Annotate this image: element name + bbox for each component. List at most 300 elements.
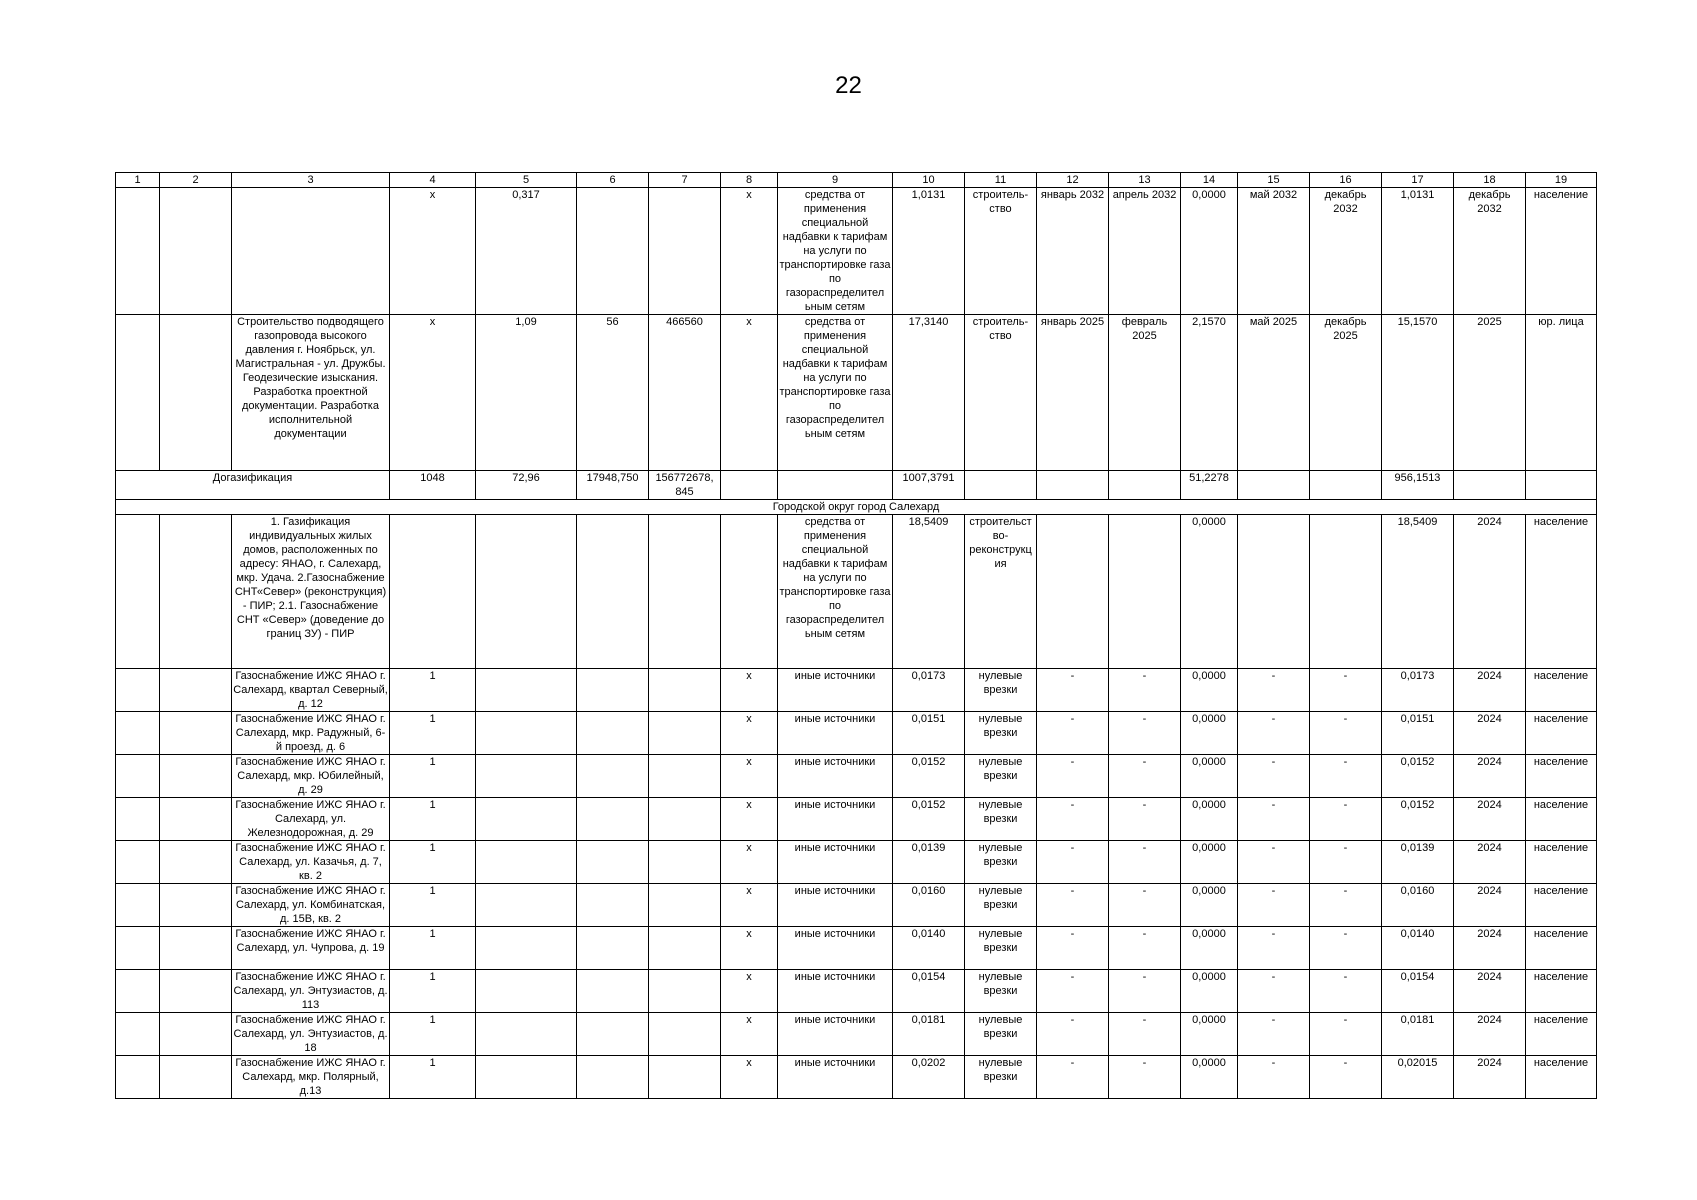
cell-col14: 0,0000 bbox=[1181, 927, 1238, 970]
column-header: 12 bbox=[1037, 173, 1109, 188]
cell-col7 bbox=[649, 1013, 721, 1056]
cell-col17: 0,0152 bbox=[1382, 755, 1454, 798]
column-header: 15 bbox=[1238, 173, 1310, 188]
cell-col15: - bbox=[1238, 798, 1310, 841]
cell-col6 bbox=[577, 798, 649, 841]
cell-col1 bbox=[116, 188, 160, 315]
column-header: 7 bbox=[649, 173, 721, 188]
cell-col17: 0,0154 bbox=[1382, 970, 1454, 1013]
cell-col2 bbox=[160, 669, 232, 712]
cell-funding-source: иные источники bbox=[778, 841, 893, 884]
cell-col7 bbox=[649, 970, 721, 1013]
cell-col16: - bbox=[1310, 712, 1382, 755]
cell-col10: 0,0152 bbox=[893, 755, 965, 798]
cell-col8: х bbox=[721, 970, 778, 1013]
cell-col15: май 2032 bbox=[1238, 188, 1310, 315]
cell-col4: 1 bbox=[390, 884, 476, 927]
cell-col11: строитель-ство bbox=[965, 315, 1037, 471]
cell-col5 bbox=[476, 755, 577, 798]
section-header-row bbox=[116, 500, 1597, 515]
cell-col7 bbox=[649, 884, 721, 927]
cell-col7 bbox=[649, 1056, 721, 1099]
cell-col7 bbox=[649, 515, 721, 669]
cell-col19: население bbox=[1526, 515, 1597, 669]
cell-col5 bbox=[476, 970, 577, 1013]
cell-col13: - bbox=[1109, 841, 1181, 884]
cell-col19: население bbox=[1526, 1056, 1597, 1099]
cell-col13: - bbox=[1109, 755, 1181, 798]
cell-col2 bbox=[160, 798, 232, 841]
cell-col5 bbox=[476, 515, 577, 669]
column-header: 5 bbox=[476, 173, 577, 188]
cell-col8: х bbox=[721, 669, 778, 712]
cell-col15: - bbox=[1238, 669, 1310, 712]
cell-col7 bbox=[649, 712, 721, 755]
cell-col10: 0,0173 bbox=[893, 669, 965, 712]
cell-address: Газоснабжение ИЖС ЯНАО г. Салехард, ул. Казачья, д. 7, кв. 2 bbox=[232, 841, 390, 884]
column-header: 9 bbox=[778, 173, 893, 188]
cell-col12: - bbox=[1037, 884, 1109, 927]
cell-col10: 18,5409 bbox=[893, 515, 965, 669]
cell-col11: нулевые врезки bbox=[965, 669, 1037, 712]
cell-col15 bbox=[1238, 515, 1310, 669]
cell-col10: 0,0140 bbox=[893, 927, 965, 970]
cell-col17: 0,0140 bbox=[1382, 927, 1454, 970]
cell-col13: - bbox=[1109, 1013, 1181, 1056]
cell-col7 bbox=[649, 927, 721, 970]
cell-col11: нулевые врезки bbox=[965, 755, 1037, 798]
cell-col6: 17948,750 bbox=[577, 471, 649, 500]
column-header: 6 bbox=[577, 173, 649, 188]
cell-col6 bbox=[577, 755, 649, 798]
cell-col2 bbox=[160, 927, 232, 970]
cell-col15: - bbox=[1238, 927, 1310, 970]
cell-col4: х bbox=[390, 315, 476, 471]
cell-col4: 1 bbox=[390, 1056, 476, 1099]
cell-col10: 0,0181 bbox=[893, 1013, 965, 1056]
cell-col11: нулевые врезки bbox=[965, 1056, 1037, 1099]
cell-col18: декабрь 2032 bbox=[1454, 188, 1526, 315]
cell-col4: 1 bbox=[390, 755, 476, 798]
cell-col1 bbox=[116, 669, 160, 712]
cell-col4: 1 bbox=[390, 798, 476, 841]
cell-col12: - bbox=[1037, 1056, 1109, 1099]
column-header: 14 bbox=[1181, 173, 1238, 188]
cell-col12: январь 2025 bbox=[1037, 315, 1109, 471]
column-header: 8 bbox=[721, 173, 778, 188]
cell-col15: - bbox=[1238, 970, 1310, 1013]
page-number: 22 bbox=[835, 72, 862, 99]
cell-address: Газоснабжение ИЖС ЯНАО г. Салехард, квартал Северный, д. 12 bbox=[233, 670, 388, 710]
cell-col8: х bbox=[721, 798, 778, 841]
cell-col19: население bbox=[1526, 712, 1597, 755]
cell-funding-source: иные источники bbox=[778, 798, 893, 841]
cell-col7 bbox=[649, 841, 721, 884]
cell-col14: 0,0000 bbox=[1181, 188, 1238, 315]
table-row bbox=[116, 1056, 1597, 1099]
cell-funding-source: иные источники bbox=[778, 1056, 893, 1099]
cell-col14: 0,0000 bbox=[1181, 798, 1238, 841]
cell-col16: - bbox=[1310, 927, 1382, 970]
cell-col1 bbox=[116, 1056, 160, 1099]
cell-col14: 0,0000 bbox=[1181, 712, 1238, 755]
cell-col17: 956,1513 bbox=[1382, 471, 1454, 500]
cell-col2 bbox=[160, 841, 232, 884]
cell-col2 bbox=[160, 970, 232, 1013]
cell-col8: х bbox=[721, 1056, 778, 1099]
cell-funding-source: иные источники bbox=[778, 884, 893, 927]
cell-col12 bbox=[1037, 471, 1109, 500]
cell-col1 bbox=[116, 755, 160, 798]
cell-col8: х bbox=[721, 712, 778, 755]
cell-col18: 2024 bbox=[1454, 927, 1526, 970]
cell-col5 bbox=[476, 884, 577, 927]
column-header: 19 bbox=[1526, 173, 1597, 188]
cell-col12: - bbox=[1037, 841, 1109, 884]
cell-col1 bbox=[116, 712, 160, 755]
cell-col4: 1 bbox=[390, 970, 476, 1013]
table-row bbox=[116, 315, 1597, 471]
cell-col2 bbox=[160, 884, 232, 927]
cell-col14: 0,0000 bbox=[1181, 755, 1238, 798]
cell-funding-source: средства от применения специальной надбавки к тарифам на услуги по транспортировке газа по газораспределител ьным сетям bbox=[778, 315, 893, 471]
cell-funding-source: иные источники bbox=[778, 712, 893, 755]
cell-address: Газоснабжение ИЖС ЯНАО г. Салехард, ул. Комбинатская, д. 15В, кв. 2 bbox=[232, 884, 390, 927]
cell-col4: х bbox=[390, 188, 476, 315]
cell-col14: 51,2278 bbox=[1181, 471, 1238, 500]
cell-col15: - bbox=[1238, 755, 1310, 798]
cell-col10: 0,0152 bbox=[893, 798, 965, 841]
cell-col7: 466560 bbox=[649, 315, 721, 471]
column-header: 1 bbox=[116, 173, 160, 188]
cell-col10: 0,0139 bbox=[893, 841, 965, 884]
cell-col14: 0,0000 bbox=[1181, 515, 1238, 669]
column-header: 2 bbox=[160, 173, 232, 188]
cell-col12 bbox=[1037, 515, 1109, 669]
cell-col15 bbox=[1238, 471, 1310, 500]
cell-col6 bbox=[577, 1056, 649, 1099]
table-row bbox=[116, 884, 1597, 927]
cell-col4: 1 bbox=[390, 927, 476, 970]
cell-funding-source: иные источники bbox=[778, 927, 893, 970]
cell-col11: нулевые врезки bbox=[965, 970, 1037, 1013]
cell-funding-source: иные источники bbox=[778, 1013, 893, 1056]
cell-address: Газоснабжение ИЖС ЯНАО г. Салехард, ул. Энтузиастов, д. 18 bbox=[233, 1014, 388, 1054]
cell-col16: - bbox=[1310, 970, 1382, 1013]
cell-col1 bbox=[116, 927, 160, 970]
cell-col1 bbox=[116, 515, 160, 669]
cell-col2 bbox=[160, 712, 232, 755]
cell-col18: 2024 bbox=[1454, 841, 1526, 884]
cell-col18: 2024 bbox=[1454, 970, 1526, 1013]
cell-col6 bbox=[577, 884, 649, 927]
cell-col19: население bbox=[1526, 755, 1597, 798]
cell-col11: нулевые врезки bbox=[965, 712, 1037, 755]
cell-col6 bbox=[577, 669, 649, 712]
cell-col18: 2024 bbox=[1454, 712, 1526, 755]
cell-col13: - bbox=[1109, 712, 1181, 755]
cell-col19: население bbox=[1526, 1013, 1597, 1056]
cell-col19: население bbox=[1526, 188, 1597, 315]
cell-col14: 0,0000 bbox=[1181, 1056, 1238, 1099]
cell-col16: - bbox=[1310, 1056, 1382, 1099]
cell-address: Газоснабжение ИЖС ЯНАО г. Салехард, ул. Чупрова, д. 19 bbox=[232, 927, 390, 970]
cell-col10: 0,0151 bbox=[893, 712, 965, 755]
cell-col6 bbox=[577, 188, 649, 315]
cell-col18: 2024 bbox=[1454, 884, 1526, 927]
cell-col1 bbox=[116, 1013, 160, 1056]
cell-col8 bbox=[721, 471, 778, 500]
cell-funding-source: средства от применения специальной надбавки к тарифам на услуги по транспортировке газа по газораспределител ьным сетям bbox=[778, 515, 893, 669]
cell-col17: 0,0152 bbox=[1382, 798, 1454, 841]
cell-col12: - bbox=[1037, 755, 1109, 798]
cell-col10: 1,0131 bbox=[893, 188, 965, 315]
cell-col18: 2024 bbox=[1454, 1013, 1526, 1056]
cell-col18: 2024 bbox=[1454, 515, 1526, 669]
cell-col17: 15,1570 bbox=[1382, 315, 1454, 471]
cell-col2 bbox=[160, 755, 232, 798]
subtotal-label: Догазификация bbox=[116, 471, 390, 500]
cell-col13: - bbox=[1109, 669, 1181, 712]
cell-col13: - bbox=[1109, 927, 1181, 970]
investment-program-table bbox=[115, 172, 1597, 1099]
column-number-row bbox=[116, 173, 1597, 188]
cell-col13 bbox=[1109, 515, 1181, 669]
cell-col7 bbox=[649, 188, 721, 315]
cell-col15: - bbox=[1238, 1056, 1310, 1099]
cell-col11: нулевые врезки bbox=[965, 1013, 1037, 1056]
column-header: 13 bbox=[1109, 173, 1181, 188]
cell-col11 bbox=[965, 471, 1037, 500]
cell-col19: население bbox=[1526, 927, 1597, 970]
cell-col19: юр. лица bbox=[1526, 315, 1597, 471]
cell-col14: 0,0000 bbox=[1181, 1013, 1238, 1056]
table-row bbox=[116, 188, 1597, 315]
column-header: 16 bbox=[1310, 173, 1382, 188]
cell-col16: - bbox=[1310, 669, 1382, 712]
cell-address: Газоснабжение ИЖС ЯНАО г. Салехард, мкр. Полярный, д.13 bbox=[232, 1056, 390, 1099]
cell-col2 bbox=[160, 515, 232, 669]
cell-col2 bbox=[160, 315, 232, 471]
cell-col16 bbox=[1310, 515, 1382, 669]
cell-col8 bbox=[721, 515, 778, 669]
cell-col10: 0,0202 bbox=[893, 1056, 965, 1099]
cell-col17: 0,0151 bbox=[1382, 712, 1454, 755]
cell-col11: нулевые врезки bbox=[965, 841, 1037, 884]
cell-col14: 0,0000 bbox=[1181, 970, 1238, 1013]
cell-col16: - bbox=[1310, 755, 1382, 798]
cell-col16: декабрь 2025 bbox=[1310, 315, 1382, 471]
cell-col4 bbox=[390, 515, 476, 669]
column-header: 11 bbox=[965, 173, 1037, 188]
cell-address: Газоснабжение ИЖС ЯНАО г. Салехард, мкр. Юбилейный, д. 29 bbox=[232, 755, 390, 798]
cell-col13 bbox=[1109, 471, 1181, 500]
cell-col19: население bbox=[1526, 798, 1597, 841]
cell-project-name: 1. Газификация индивидуальных жилых домов, расположенных по адресу: ЯНАО, г. Салехард, мкр. Удача. 2.Газоснабжение СНТ«Север» (реконструкция) - ПИР; 2.1. Газоснабжение СНТ «Север» (доведение до границ ЗУ) - ПИР bbox=[232, 515, 390, 669]
column-header: 3 bbox=[232, 173, 390, 188]
cell-col8: х bbox=[721, 315, 778, 471]
cell-col1 bbox=[116, 841, 160, 884]
cell-col19: население bbox=[1526, 669, 1597, 712]
cell-col1 bbox=[116, 798, 160, 841]
cell-col4: 1 bbox=[390, 712, 476, 755]
cell-col19: население bbox=[1526, 841, 1597, 884]
cell-col6 bbox=[577, 970, 649, 1013]
cell-col4: 1 bbox=[390, 841, 476, 884]
cell-col8: х bbox=[721, 1013, 778, 1056]
cell-col17: 1,0131 bbox=[1382, 188, 1454, 315]
cell-col8: х bbox=[721, 755, 778, 798]
cell-col11: строительст во-реконструкц ия bbox=[965, 515, 1037, 669]
cell-col11: нулевые врезки bbox=[965, 884, 1037, 927]
cell-col2 bbox=[160, 1056, 232, 1099]
cell-col7 bbox=[649, 755, 721, 798]
cell-col18: 2024 bbox=[1454, 755, 1526, 798]
table-row bbox=[116, 755, 1597, 798]
cell-col6 bbox=[577, 515, 649, 669]
cell-col12: январь 2032 bbox=[1037, 188, 1109, 315]
cell-col5 bbox=[476, 927, 577, 970]
cell-col15: - bbox=[1238, 841, 1310, 884]
cell-col5 bbox=[476, 1056, 577, 1099]
cell-col5 bbox=[476, 669, 577, 712]
table-row bbox=[116, 1013, 1597, 1056]
cell-col18: 2025 bbox=[1454, 315, 1526, 471]
cell-col5 bbox=[476, 712, 577, 755]
cell-col15: - bbox=[1238, 712, 1310, 755]
cell-funding-source: иные источники bbox=[778, 755, 893, 798]
cell-col16: - bbox=[1310, 1013, 1382, 1056]
table-row bbox=[116, 927, 1597, 970]
cell-col15: май 2025 bbox=[1238, 315, 1310, 471]
cell-col5: 0,317 bbox=[476, 188, 577, 315]
cell-col7 bbox=[649, 798, 721, 841]
cell-col4: 1 bbox=[390, 669, 476, 712]
cell-col10: 0,0160 bbox=[893, 884, 965, 927]
cell-col2 bbox=[160, 188, 232, 315]
cell-col8: х bbox=[721, 188, 778, 315]
cell-col12: - bbox=[1037, 970, 1109, 1013]
cell-col15: - bbox=[1238, 884, 1310, 927]
cell-col16 bbox=[1310, 471, 1382, 500]
cell-col6 bbox=[577, 927, 649, 970]
cell-col17: 0,0160 bbox=[1382, 884, 1454, 927]
cell-funding-source: иные источники bbox=[778, 669, 893, 712]
cell-col13: февраль 2025 bbox=[1109, 315, 1181, 471]
cell-col6: 56 bbox=[577, 315, 649, 471]
cell-col1 bbox=[116, 315, 160, 471]
cell-col11: строитель-ство bbox=[965, 188, 1037, 315]
cell-funding-source: иные источники bbox=[778, 970, 893, 1013]
cell-col13: - bbox=[1109, 1056, 1181, 1099]
cell-col3 bbox=[232, 188, 390, 315]
cell-col13: апрель 2032 bbox=[1109, 188, 1181, 315]
cell-col6 bbox=[577, 1013, 649, 1056]
cell-col18: 2024 bbox=[1454, 1056, 1526, 1099]
cell-col1 bbox=[116, 970, 160, 1013]
table-row bbox=[116, 970, 1597, 1013]
column-header: 17 bbox=[1382, 173, 1454, 188]
cell-col10: 1007,3791 bbox=[893, 471, 965, 500]
cell-funding-source: средства от применения специальной надбавки к тарифам на услуги по транспортировке газа по газораспределител ьным сетям bbox=[779, 189, 891, 313]
cell-col11: нулевые врезки bbox=[965, 798, 1037, 841]
cell-col4: 1048 bbox=[390, 471, 476, 500]
cell-col5 bbox=[476, 1013, 577, 1056]
table-row bbox=[116, 841, 1597, 884]
cell-col17: 0,0139 bbox=[1382, 841, 1454, 884]
table-row bbox=[116, 515, 1597, 669]
cell-col13: - bbox=[1109, 884, 1181, 927]
section-title: Городской округ город Салехард bbox=[116, 500, 1597, 515]
cell-col12: - bbox=[1037, 927, 1109, 970]
cell-col12: - bbox=[1037, 798, 1109, 841]
cell-col10: 17,3140 bbox=[893, 315, 965, 471]
cell-col14: 2,1570 bbox=[1181, 315, 1238, 471]
cell-col5: 72,96 bbox=[476, 471, 577, 500]
cell-col19 bbox=[1526, 471, 1597, 500]
cell-col5 bbox=[476, 841, 577, 884]
cell-col12: - bbox=[1037, 712, 1109, 755]
cell-col18: 2024 bbox=[1454, 669, 1526, 712]
cell-col14: 0,0000 bbox=[1181, 841, 1238, 884]
cell-col13: - bbox=[1109, 798, 1181, 841]
cell-col12: - bbox=[1037, 1013, 1109, 1056]
cell-col17: 0,0173 bbox=[1382, 669, 1454, 712]
cell-col5: 1,09 bbox=[476, 315, 577, 471]
cell-address: Газоснабжение ИЖС ЯНАО г. Салехард, мкр. Радужный, 6-й проезд, д. 6 bbox=[232, 712, 390, 755]
cell-col18 bbox=[1454, 471, 1526, 500]
cell-col6 bbox=[577, 712, 649, 755]
table-row bbox=[116, 669, 1597, 712]
cell-col18: 2024 bbox=[1454, 798, 1526, 841]
cell-col2 bbox=[160, 1013, 232, 1056]
cell-address: Газоснабжение ИЖС ЯНАО г. Салехард, ул. Железнодорожная, д. 29 bbox=[232, 798, 390, 841]
cell-address: Газоснабжение ИЖС ЯНАО г. Салехард, ул. Энтузиастов, д. 113 bbox=[233, 971, 388, 1011]
cell-col16: - bbox=[1310, 841, 1382, 884]
cell-col19: население bbox=[1526, 970, 1597, 1013]
cell-col1 bbox=[116, 884, 160, 927]
cell-col17: 0,0181 bbox=[1382, 1013, 1454, 1056]
cell-col4: 1 bbox=[390, 1013, 476, 1056]
cell-col19: население bbox=[1526, 884, 1597, 927]
cell-col5 bbox=[476, 798, 577, 841]
cell-col16: декабрь 2032 bbox=[1310, 188, 1382, 315]
cell-col8: х bbox=[721, 927, 778, 970]
cell-col6 bbox=[577, 841, 649, 884]
column-header: 18 bbox=[1454, 173, 1526, 188]
cell-col17: 0,02015 bbox=[1382, 1056, 1454, 1099]
cell-col7 bbox=[649, 669, 721, 712]
cell-col14: 0,0000 bbox=[1181, 669, 1238, 712]
cell-col13: - bbox=[1109, 970, 1181, 1013]
cell-col10: 0,0154 bbox=[893, 970, 965, 1013]
cell-col14: 0,0000 bbox=[1181, 884, 1238, 927]
table-row bbox=[116, 798, 1597, 841]
column-header: 4 bbox=[390, 173, 476, 188]
subtotal-row bbox=[116, 471, 1597, 500]
cell-col16: - bbox=[1310, 798, 1382, 841]
cell-col15: - bbox=[1238, 1013, 1310, 1056]
cell-col7: 156772678, 845 bbox=[649, 471, 721, 500]
table-row bbox=[116, 712, 1597, 755]
cell-col12: - bbox=[1037, 669, 1109, 712]
cell-col17: 18,5409 bbox=[1382, 515, 1454, 669]
cell-col9 bbox=[778, 471, 893, 500]
cell-col8: х bbox=[721, 841, 778, 884]
cell-col16: - bbox=[1310, 884, 1382, 927]
column-header: 10 bbox=[893, 173, 965, 188]
cell-col11: нулевые врезки bbox=[965, 927, 1037, 970]
